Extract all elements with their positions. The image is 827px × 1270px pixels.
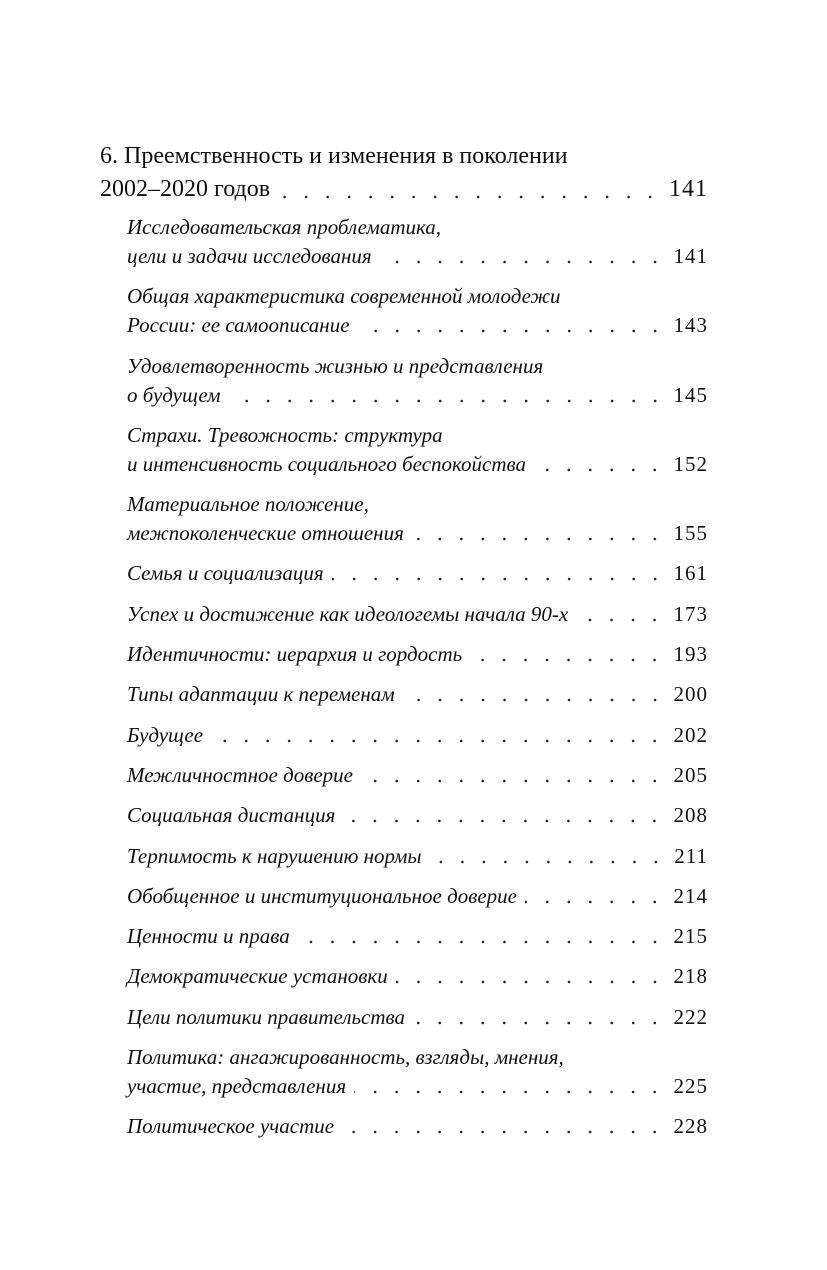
entry-title: Семья и социализация [127, 561, 324, 586]
toc-entry[interactable] [127, 352, 708, 410]
entry-title-line1: Удовлетворенность жизнью и представления [127, 353, 544, 378]
page-number: 193 [673, 642, 708, 667]
entry-row [127, 761, 708, 790]
entry-row [127, 962, 708, 991]
chapter-title-row [100, 173, 708, 206]
toc-entry[interactable] [127, 282, 708, 340]
entry-title: России: ее самоописание [127, 313, 350, 338]
dot-leader [413, 1021, 666, 1025]
page-number: 155 [673, 521, 708, 546]
toc-entry[interactable] [127, 680, 708, 709]
entry-row [127, 1072, 708, 1101]
entry-row [127, 450, 708, 479]
toc-entry[interactable] [127, 600, 708, 629]
page-number: 205 [673, 762, 708, 787]
entry-title: и интенсивность социального беспокойства [127, 451, 526, 476]
dot-leader [430, 860, 667, 864]
entry-title: Демократические установки [127, 964, 388, 989]
entry-title: Типы адаптации к переменам [127, 682, 395, 707]
dot-leader [576, 618, 665, 622]
toc-entry[interactable] [127, 721, 708, 750]
toc-entry[interactable] [127, 490, 708, 548]
entry-title: Идентичности: иерархия и гордость [127, 642, 463, 667]
toc-entry[interactable] [127, 801, 708, 830]
entry-row [127, 381, 708, 410]
page-number: 202 [673, 722, 708, 747]
entry-row [127, 242, 708, 271]
dot-leader [298, 940, 666, 944]
entry-title: Ценности и права [127, 924, 290, 949]
page-number: 214 [673, 883, 708, 908]
dot-leader [342, 1130, 665, 1134]
entry-row [127, 640, 708, 669]
page-number: 143 [673, 313, 708, 338]
entry-title: Социальная дистанция [127, 803, 336, 828]
toc-entry[interactable] [127, 882, 708, 911]
page-number: 145 [673, 382, 708, 407]
page-number: 161 [673, 561, 708, 586]
entry-row [127, 1112, 708, 1141]
toc-entry[interactable] [127, 962, 708, 991]
page-number: 225 [673, 1074, 708, 1099]
entry-row [127, 922, 708, 951]
toc-entry[interactable] [127, 922, 708, 951]
dot-leader [361, 779, 666, 783]
dot-leader [343, 819, 665, 823]
chapter-heading [100, 140, 708, 206]
table-of-contents [100, 140, 708, 1153]
entry-title: Успех и достижение как идеологемы начала 90-х [127, 601, 569, 626]
page-number: 173 [673, 601, 708, 626]
chapter-title-line2: 2002–2020 годов [100, 176, 271, 202]
dot-leader [229, 399, 666, 403]
toc-entry[interactable] [127, 842, 708, 871]
dot-leader [354, 1090, 665, 1094]
entry-row [127, 882, 708, 911]
entry-title-line1: Общая характеристика современной молодежи [127, 284, 561, 309]
toc-entry[interactable] [127, 559, 708, 588]
entry-row [127, 680, 708, 709]
entry-title: Обобщенное и институциональное доверие [127, 883, 517, 908]
entry-row [127, 801, 708, 830]
entry-title: Межличностное доверие [127, 762, 353, 787]
dot-leader [380, 260, 666, 264]
entry-row [127, 600, 708, 629]
page-number: 218 [673, 964, 708, 989]
page-number: 215 [673, 924, 708, 949]
dot-leader [396, 980, 666, 984]
page-number: 141 [673, 244, 708, 268]
entry-title-line1: Исследовательская проблематика, [127, 215, 442, 239]
entry-row [127, 519, 708, 548]
entry-row [127, 311, 708, 340]
page-number: 228 [673, 1114, 708, 1139]
toc-entry[interactable] [127, 1043, 708, 1101]
entry-row [127, 559, 708, 588]
entry-title-line1: Страхи. Тревожность: структура [127, 422, 443, 447]
dot-leader [534, 468, 666, 472]
entry-title: участие, представления [127, 1074, 347, 1099]
entry-title: Будущее [127, 722, 204, 747]
entry-row [127, 721, 708, 750]
entry-title: Политическое участие [127, 1114, 335, 1139]
entry-title: Цели политики правительства [127, 1004, 405, 1029]
entry-title-line1: Материальное положение, [127, 492, 369, 517]
dot-leader [403, 698, 666, 702]
page-number: 208 [673, 803, 708, 828]
toc-entry[interactable] [127, 421, 708, 479]
page-number: 211 [674, 843, 708, 868]
dot-leader [358, 329, 666, 333]
entry-row [127, 1003, 708, 1032]
toc-entry[interactable] [127, 761, 708, 790]
entry-title: межпоколенческие отношения [127, 521, 404, 546]
entry-title: о будущем [127, 382, 221, 407]
toc-entry[interactable] [127, 640, 708, 669]
page-number: 222 [673, 1004, 708, 1029]
toc-entry[interactable] [127, 213, 708, 271]
dot-leader [332, 577, 666, 581]
dot-leader [278, 195, 661, 199]
chapter-title-line1: 6. Преемственность и изменения в поколении [100, 143, 568, 169]
page-number: 141 [669, 176, 708, 202]
dot-leader [412, 537, 666, 541]
dot-leader [525, 900, 666, 904]
entry-title: Терпимость к нарушению нормы [127, 843, 422, 868]
entry-title-line1: Политика: ангажированность, взгляды, мнения, [127, 1045, 564, 1070]
dot-leader [211, 739, 665, 743]
page-number: 152 [673, 451, 708, 476]
dot-leader [470, 658, 665, 662]
entry-row [127, 842, 708, 871]
toc-entry[interactable] [127, 1112, 708, 1141]
toc-entry[interactable] [127, 1003, 708, 1032]
entry-title: цели и задачи исследования [127, 244, 372, 268]
page-number: 200 [673, 682, 708, 707]
